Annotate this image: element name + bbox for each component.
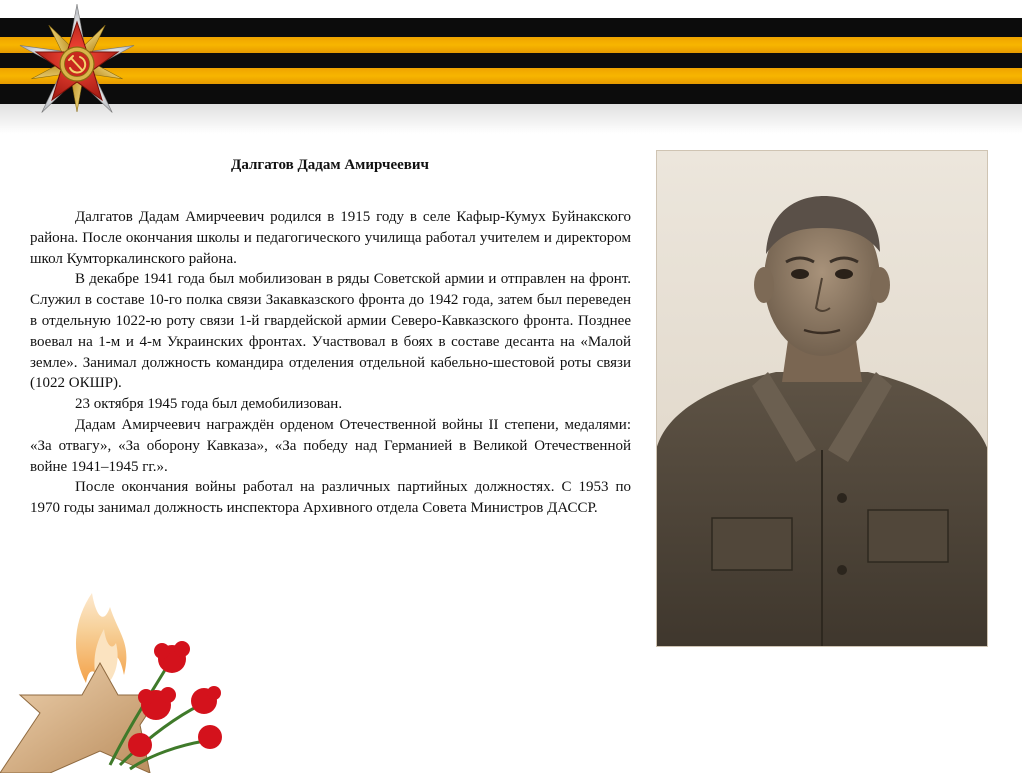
- biography-paragraph: Дадам Амирчеевич награждён орденом Отечественной войны II степени, медалями: «За отвагу», «За оборону Кавказа», «За победу над Германией в Великой Отечественной войне 1941–1945 гг.».: [30, 416, 631, 475]
- ribbon-shadow: [0, 104, 1022, 134]
- biography-paragraph: Далгатов Дадам Амирчеевич родился в 1915 году в селе Кафыр-Кумух Буйнакского района. После окончания школы и педагогического училища работал учителем и директором школ Кумторкалинского района.: [30, 209, 631, 267]
- page-title: Далгатов Дадам Амирчеевич: [231, 157, 429, 173]
- biography-paragraph: 23 октября 1945 года был демобилизован.: [75, 396, 343, 413]
- biography-paragraph: После окончания войны работал на различных партийных должностях. С 1953 по 1970 годы занимал должность инспектора Архивного отдела Совета Министров ДАССР.: [30, 479, 631, 517]
- biography-paragraph: В декабре 1941 года был мобилизован в ряды Советской армии и отправлен на фронт. Служил в составе 10-го полка связи Закавказского фронта до 1942 года, затем был переведен в отдельную 1022-ю роту связи 1-й гвардейской армии Северо-Кавказского фронта. Позднее воевал на 1-м и 4-м Украинских фронтах. Участвовал в боях в составе десанта на «Малой земле». Занимал должность командира отделения отдельной кабельно-шестовой роты связи (1022 ОКШР).: [30, 271, 631, 392]
- order-of-patriotic-war-icon: [18, 2, 136, 126]
- sepia-portrait-photo: [656, 150, 988, 647]
- st-george-ribbon: [0, 18, 1022, 104]
- biography-text: [30, 207, 631, 519]
- eternal-flame-star-with-carnations: [0, 555, 235, 773]
